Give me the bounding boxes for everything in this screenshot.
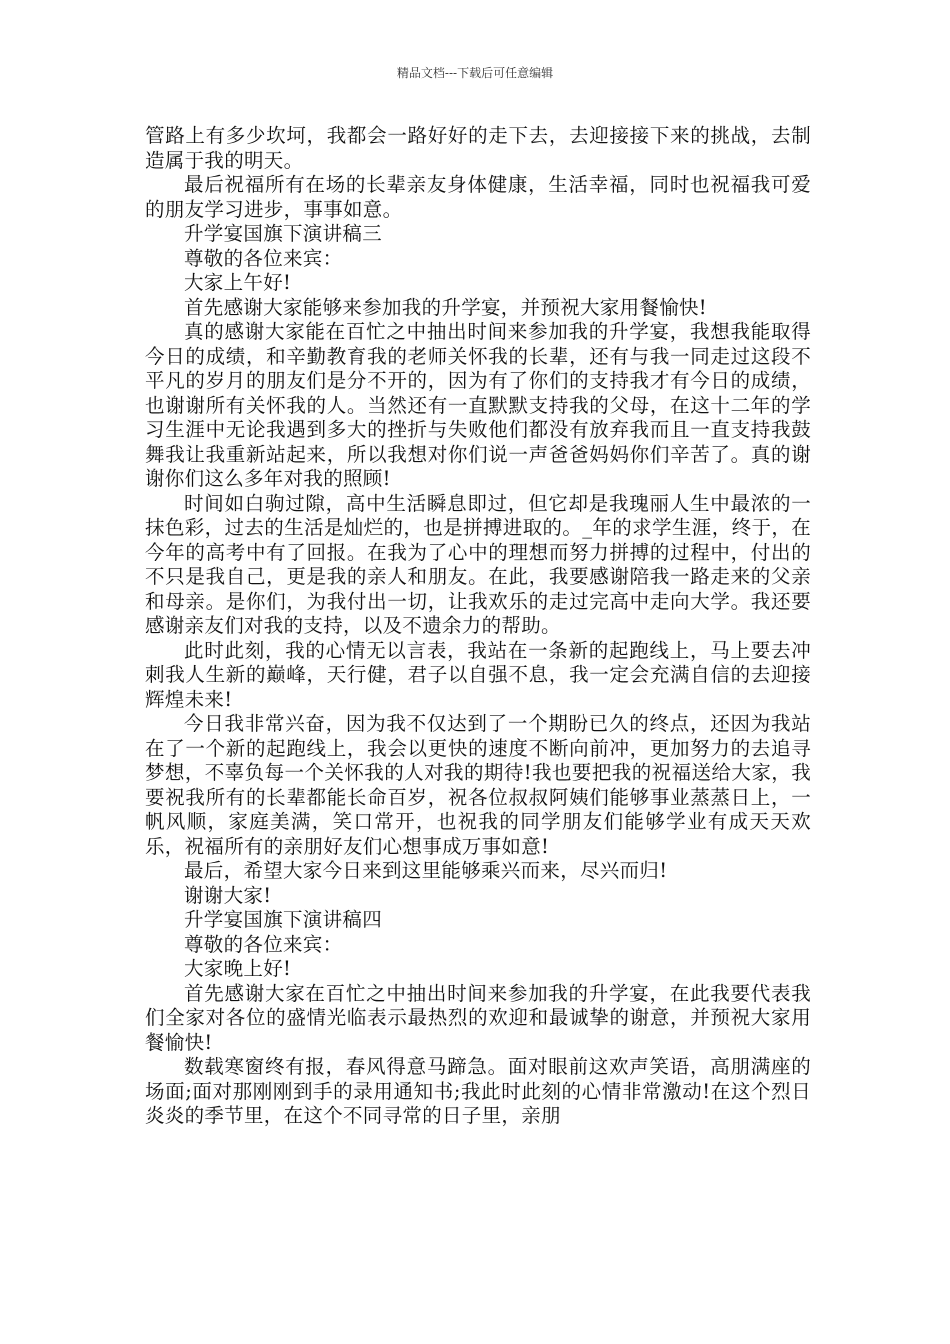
paragraph: 尊敬的各位来宾： (184, 932, 343, 956)
paragraph: 数载寒窗终有报，春风得意马蹄急。面对眼前这欢声笑语，高朋满座的场面;面对那刚刚到手的录用通知书;我此时此刻的心情非常激动!在这个烈日炎炎的季节里，在这个不同寻常的日子里，亲朋 (145, 1055, 811, 1127)
paragraph: 升学宴国旗下演讲稿三 (184, 222, 383, 245)
paragraph: 最后祝福所有在场的长辈亲友身体健康，生活幸福，同时也祝福我可爱的朋友学习进步，事事如意。 (145, 173, 811, 221)
paragraph: 最后，希望大家今日来到这里能够乘兴而来，尽兴而归! (184, 859, 668, 882)
paragraph: 真的感谢大家能在百忙之中抽出时间来参加我的升学宴，我想我能取得今日的成绩，和辛勤教育我的老师关怀我的长辈，还有与我一同走过这段不平凡的岁月的朋友们是分不开的，因为有了你们的支持我才有今日的成绩，也谢谢所有关怀我的人。当然还有一直默默支持我的父母，在这十二年的学习生涯中无论我遇到多大的挫折与失败他们都没有放弃我而且一直支持我鼓舞我让我重新站起来，所以我想对你们说一声爸爸妈妈你们辛苦了。真的谢谢你们这么多年对我的照顾! (145, 320, 811, 490)
paragraph: 大家晚上好! (184, 957, 292, 980)
paragraph: 时间如白驹过隙，高中生活瞬息即过，但它却是我瑰丽人生中最浓的一抹色彩，过去的生活是灿烂的，也是拼搏进取的。_年的求学生涯，终于，在今年的高考中有了回报。在我为了心中的理想而努力拼搏的过程中，付出的不只是我自己，更是我的亲人和朋友。在此，我要感谢陪我一路走来的父亲和母亲。是你们，为我付出一切，让我欢乐的走过完高中走向大学。我还要感谢亲友们对我的支持，以及不遗余力的帮助。 (145, 491, 811, 637)
paragraph: 首先感谢大家在百忙之中抽出时间来参加我的升学宴，在此我要代表我们全家对各位的盛情光临表示最热烈的欢迎和最诚挚的谢意，并预祝大家用餐愉快! (145, 981, 811, 1054)
paragraph: 尊敬的各位来宾： (184, 246, 343, 270)
page-header: 精品文档---下载后可任意编辑 (396, 66, 554, 80)
paragraph: 升学宴国旗下演讲稿四 (184, 908, 383, 931)
paragraph: 首先感谢大家能够来参加我的升学宴，并预祝大家用餐愉快! (184, 295, 707, 319)
paragraph: 今日我非常兴奋，因为我不仅达到了一个期盼已久的终点，还因为我站在了一个新的起跑线上，我会以更快的速度不断向前冲，更加努力的去追寻梦想，不辜负每一个关怀我的人对我的期待!我也要把我的祝福送给大家，我要祝我所有的长辈都能长命百岁，祝各位叔叔阿姨们能够事业蒸蒸日上，一帆风顺，家庭美满，笑口常开，也祝我的同学朋友们能够学业有成天天欢乐，祝福所有的亲朋好友们心想事成万事如意! (145, 712, 811, 858)
paragraph: 谢谢大家! (184, 883, 272, 907)
paragraph: 管路上有多少坎坷，我都会一路好好的走下去，去迎接接下来的挑战，去制造属于我的明天。 (145, 124, 811, 172)
document-body (145, 124, 811, 1129)
paragraph: 大家上午好! (184, 271, 292, 294)
paragraph: 此时此刻，我的心情无以言表，我站在一条新的起跑线上，马上要去冲刺我人生新的巅峰，天行健，君子以自强不息，我一定会充满自信的去迎接辉煌未来! (145, 638, 811, 711)
